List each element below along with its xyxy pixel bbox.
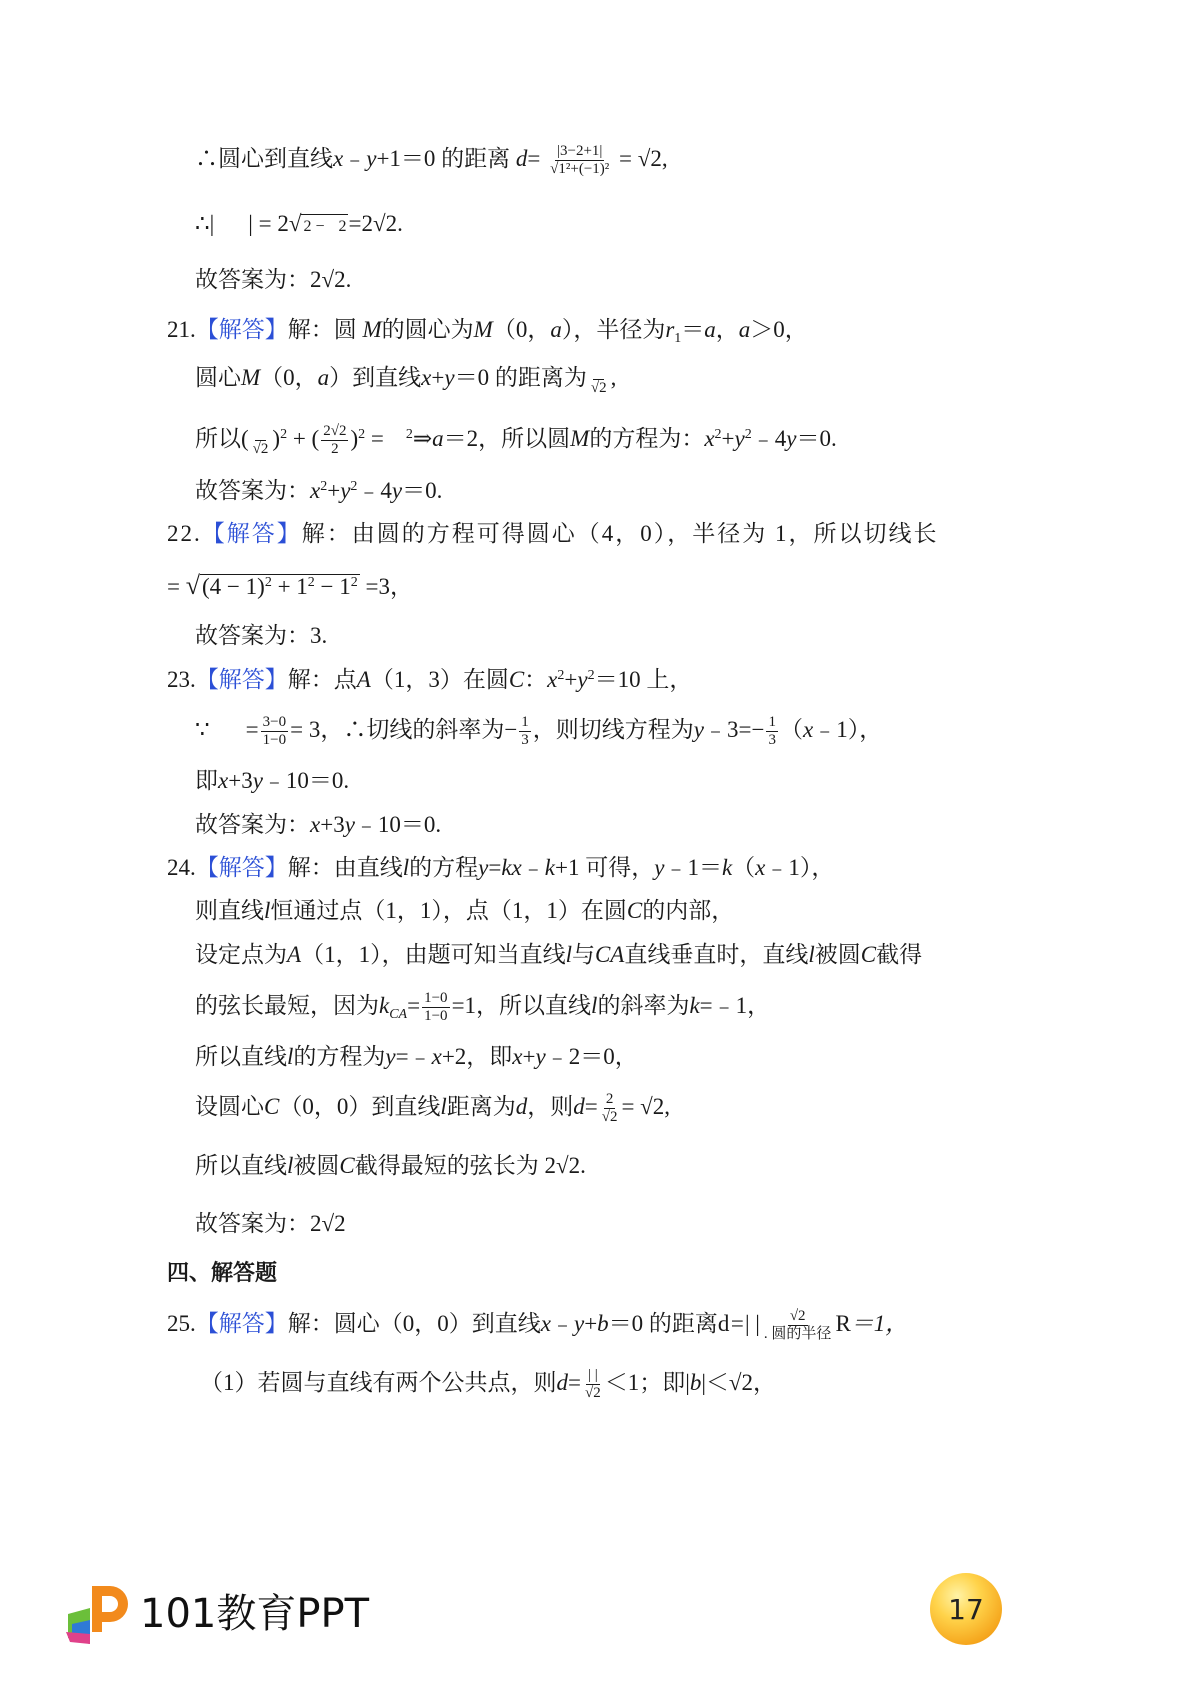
problem-24-line-2: 则直线l恒通过点（1，1），点（1，1）在圆C的内部， [195, 898, 735, 923]
problem-24-line-3: 设定点为A（1，1），由题可知当直线l与CA直线垂直时，直线l被圆C截得 [195, 942, 923, 967]
problem-24-line-6: 设圆心C（0，0）到直线l距离为d，则d= $\frac{2}{√2}$ = √2, [195, 1091, 671, 1126]
text-line-1: ∴圆心到直线x﹣y+1＝0 的距离 d= $\frac{|3-2+1|}{\text{√1²+(−1)²}}$ = √2, [195, 143, 668, 178]
problem-21-line-3: 所以( √2 )$^2$ + ( $\frac{2√2}{2}$ )$^2$ = $^2$⇒a＝2，所以圆M的方程为：$x^2+y^2﹣4y=0$. [195, 423, 837, 458]
problem-25-line-1: 25.【解答】解：圆心（0，0）到直线x﹣y+b＝0 的距离d=| | $\frac{√2}{\text{. 圆的半径}}$ R＝1， [167, 1308, 909, 1343]
problem-23-answer: 故答案为：x+3y﹣10＝0. [195, 812, 442, 837]
answer-tag: 【解答】 [195, 1311, 288, 1336]
text-line-3: 故答案为：2√2. [195, 267, 352, 292]
problem-22-line-1: 22.【解答】解：由圆的方程可得圆心（4，0），半径为 1，所以切线长 [167, 521, 939, 546]
problem-24-line-1: 24.【解答】解：由直线l的方程y=kx﹣k+1 可得，y﹣1＝k（x﹣1）， [167, 855, 835, 880]
problem-23-line-3: 即x+3y﹣10＝0. [195, 768, 350, 793]
answer-tag: 【解答】 [195, 317, 288, 342]
fraction: $\frac{|3-2+1|}{\text{√1²+(−1)²}}$ [550, 143, 610, 178]
section-heading: 四、解答题 [167, 1261, 278, 1286]
problem-21-line-1: 21.【解答】解：圆 M的圆心为M（0，a），半径为$r_1=a$，a＞0， [167, 317, 808, 346]
text-line-2: ∴| | = 2√ 2 − 2=2√2. [195, 208, 403, 240]
answer-tag: 【解答】 [201, 521, 302, 546]
answer-tag: 【解答】 [195, 667, 288, 692]
problem-24-line-5: 所以直线l的方程为y=﹣x+2，即x+y﹣2＝0， [195, 1044, 638, 1069]
brand-name: 101教育PPT [140, 1591, 370, 1637]
problem-24-answer: 故答案为：2√2 [195, 1211, 346, 1236]
problem-21-line-2: 圆心M（0，a）到直线x+y＝0 的距离为 √2 , [195, 362, 616, 397]
problem-24-line-7: 所以直线l被圆C截得最短的弦长为 2√2. [195, 1153, 586, 1178]
page-number-badge: 17 [930, 1573, 1002, 1645]
problem-23-line-2: ∵ = $\frac{3-0}{1-0}$ = 3，∴切线的斜率为− $\frac{1}{3}$ ，则切线方程为y﹣3=− $\frac{1}{3}$ （x﹣1）， [195, 714, 883, 749]
problem-25-line-2: （1）若圆与直线有两个公共点，则d= $\frac{| |}{√2}$ ＜1；即|b|＜√2， [200, 1367, 777, 1402]
problem-22-line-2: = $√(4 - 1)^2 + 1^2 - 1^2 =3$， [167, 571, 414, 600]
problem-24-line-4: 的弦长最短，因为$k_{CA}=$ $\frac{1-0}{1-0}$ =1，所以直线l的斜率为k=﹣1， [195, 990, 771, 1025]
answer-tag: 【解答】 [195, 855, 288, 880]
problem-21-answer: 故答案为：$x^2+y^2﹣4y=0$. [195, 478, 443, 503]
problem-23-line-1: 23.【解答】解：点A（1，3）在圆C：$x^2+y^2=10$ 上， [167, 667, 693, 692]
brand-logo-icon [62, 1580, 132, 1650]
problem-22-answer: 故答案为：3. [195, 623, 328, 648]
